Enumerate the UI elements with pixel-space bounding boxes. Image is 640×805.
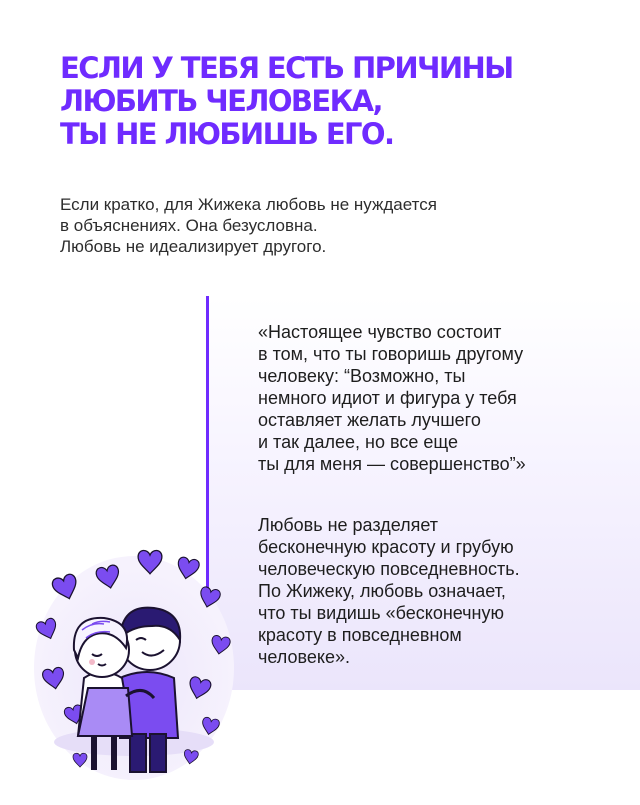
intro-line-1: Если кратко, для Жижека любовь не нуждается <box>60 195 437 214</box>
paragraph-line-4: По Жижеку, любовь означает, <box>258 581 506 601</box>
quote-line-4: немного идиот и фигура у тебя <box>258 388 517 408</box>
love-paragraph <box>258 514 520 668</box>
paragraph-line-2: бесконечную красоту и грубую <box>258 537 514 557</box>
intro-text <box>60 194 437 257</box>
quote-line-6: и так далее, но все еще <box>258 432 458 452</box>
quote-line-2: в том, что ты говоришь другому <box>258 344 524 364</box>
couple-illustration <box>22 528 262 800</box>
intro-line-3: Любовь не идеализирует другого. <box>60 237 327 256</box>
title-line-2: ЛЮБИТЬ ЧЕЛОВЕКА, <box>60 84 382 118</box>
paragraph-line-1: Любовь не разделяет <box>258 515 439 535</box>
paragraph-line-6: красоту в повседневном <box>258 625 462 645</box>
intro-line-2: в объяснениях. Она безусловна. <box>60 216 318 235</box>
paragraph-line-7: человеке». <box>258 647 350 667</box>
page-title <box>60 52 513 151</box>
quote-line-3: человеку: “Возможно, ты <box>258 366 466 386</box>
title-line-3: ТЫ НЕ ЛЮБИШЬ ЕГО. <box>60 117 394 151</box>
quote-line-1: «Настоящее чувство состоит <box>258 322 502 342</box>
quote-line-7: ты для меня — совершенство”» <box>258 454 526 474</box>
quote-block <box>258 321 526 475</box>
couple-hug-hearts-icon <box>22 528 262 800</box>
paragraph-line-5: что ты видишь «бесконечную <box>258 603 504 623</box>
quote-line-5: оставляет желать лучшего <box>258 410 481 430</box>
title-line-1: ЕСЛИ У ТЕБЯ ЕСТЬ ПРИЧИНЫ <box>60 51 513 85</box>
paragraph-line-3: человеческую повседневность. <box>258 559 520 579</box>
